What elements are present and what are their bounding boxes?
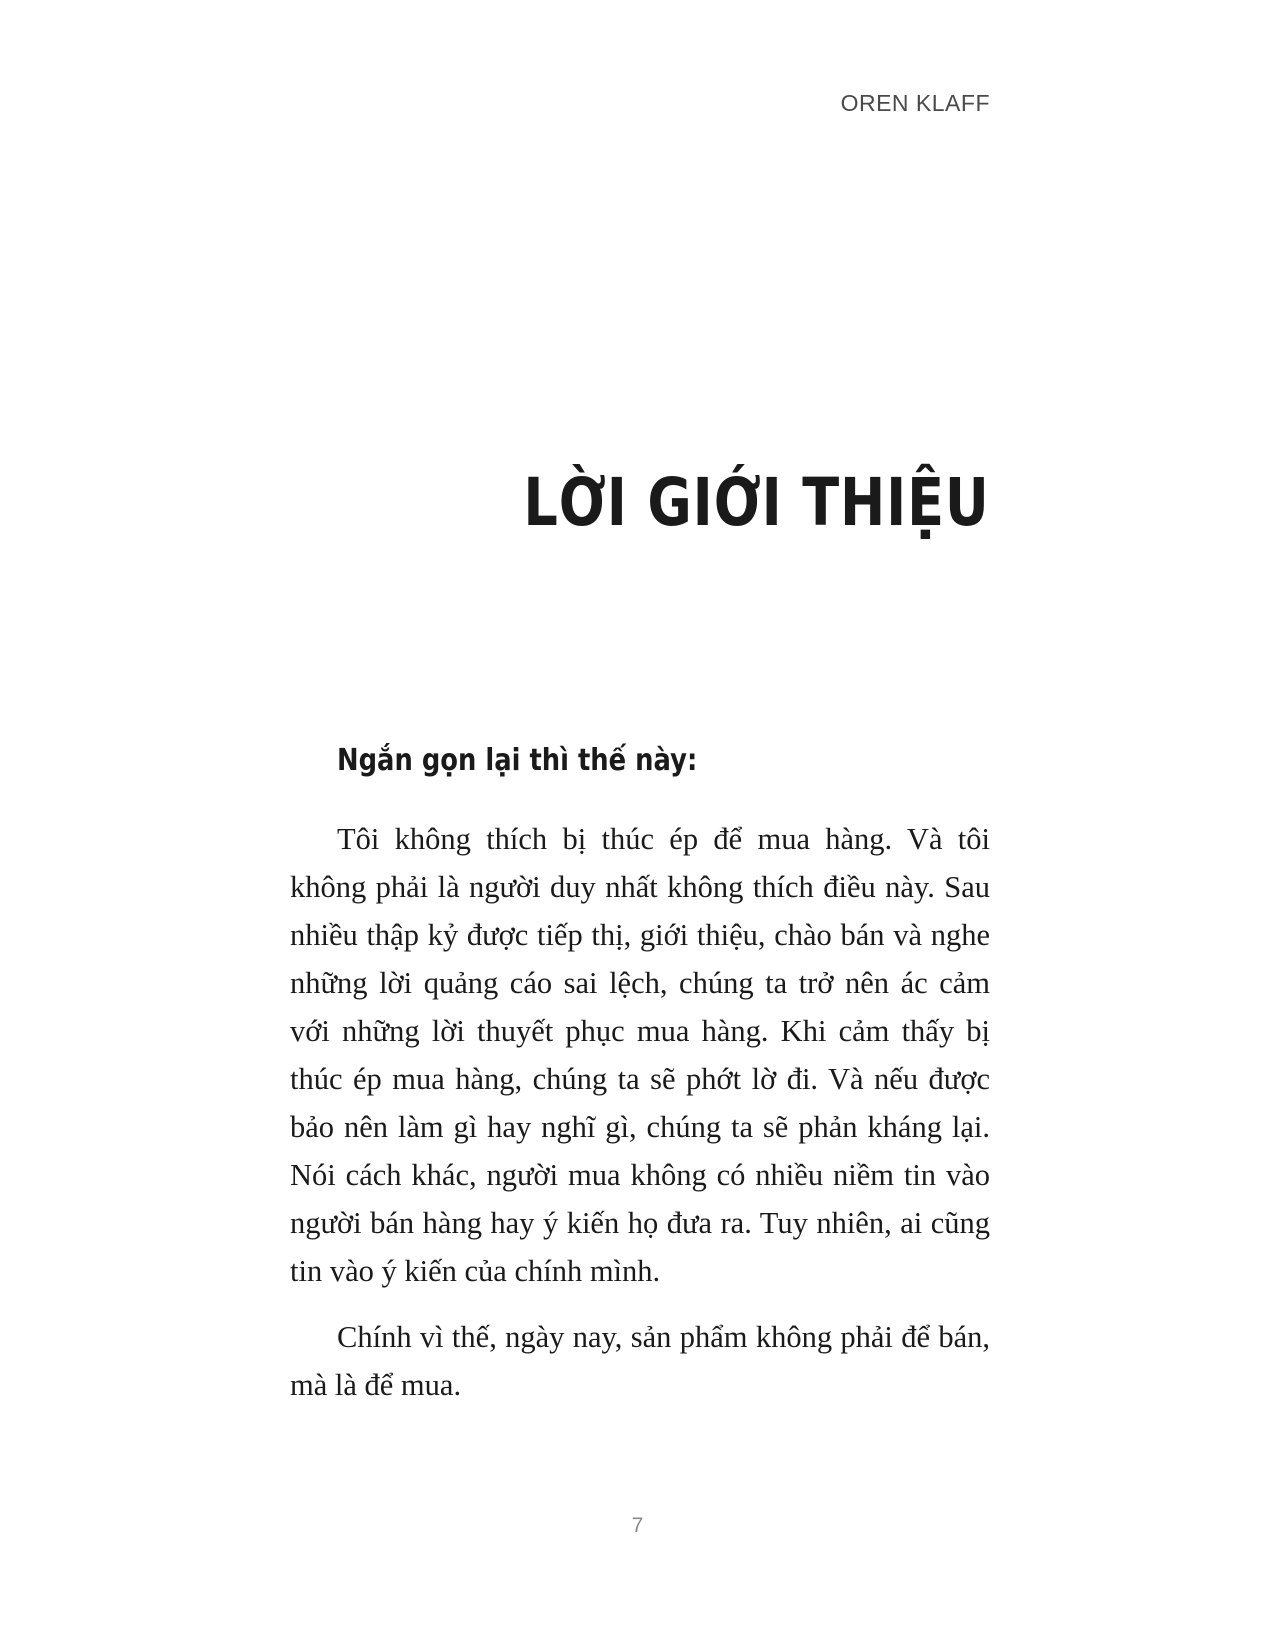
body-text	[290, 744, 990, 1409]
paragraph-1: Tôi không thích bị thúc ép để mua hàng. Và tôi không phải là người duy nhất không thích điều này. Sau nhiều thập kỷ được tiếp thị, giới thiệu, chào bán và nghe những lời quảng cáo sai lệch, chúng ta trở nên ác cảm với những lời thuyết phục mua hàng. Khi cảm thấy bị thúc ép mua hàng, chúng ta sẽ phớt lờ đi. Và nếu được bảo nên làm gì hay nghĩ gì, chúng ta sẽ phản kháng lại. Nói cách khác, người mua không có nhiều niềm tin vào người bán hàng hay ý kiến họ đưa ra. Tuy nhiên, ai cũng tin vào ý kiến của chính mình.	[290, 822, 990, 1288]
chapter-title: LỜI GIỚI THIỆU	[523, 464, 990, 541]
page-number: 7	[631, 1514, 644, 1537]
lead-sentence: Ngắn gọn lại thì thế này:	[337, 743, 698, 778]
paragraph-2: Chính vì thế, ngày nay, sản phẩm không phải để bán, mà là để mua.	[290, 1320, 990, 1402]
running-header-author: OREN KLAFF	[840, 90, 990, 116]
